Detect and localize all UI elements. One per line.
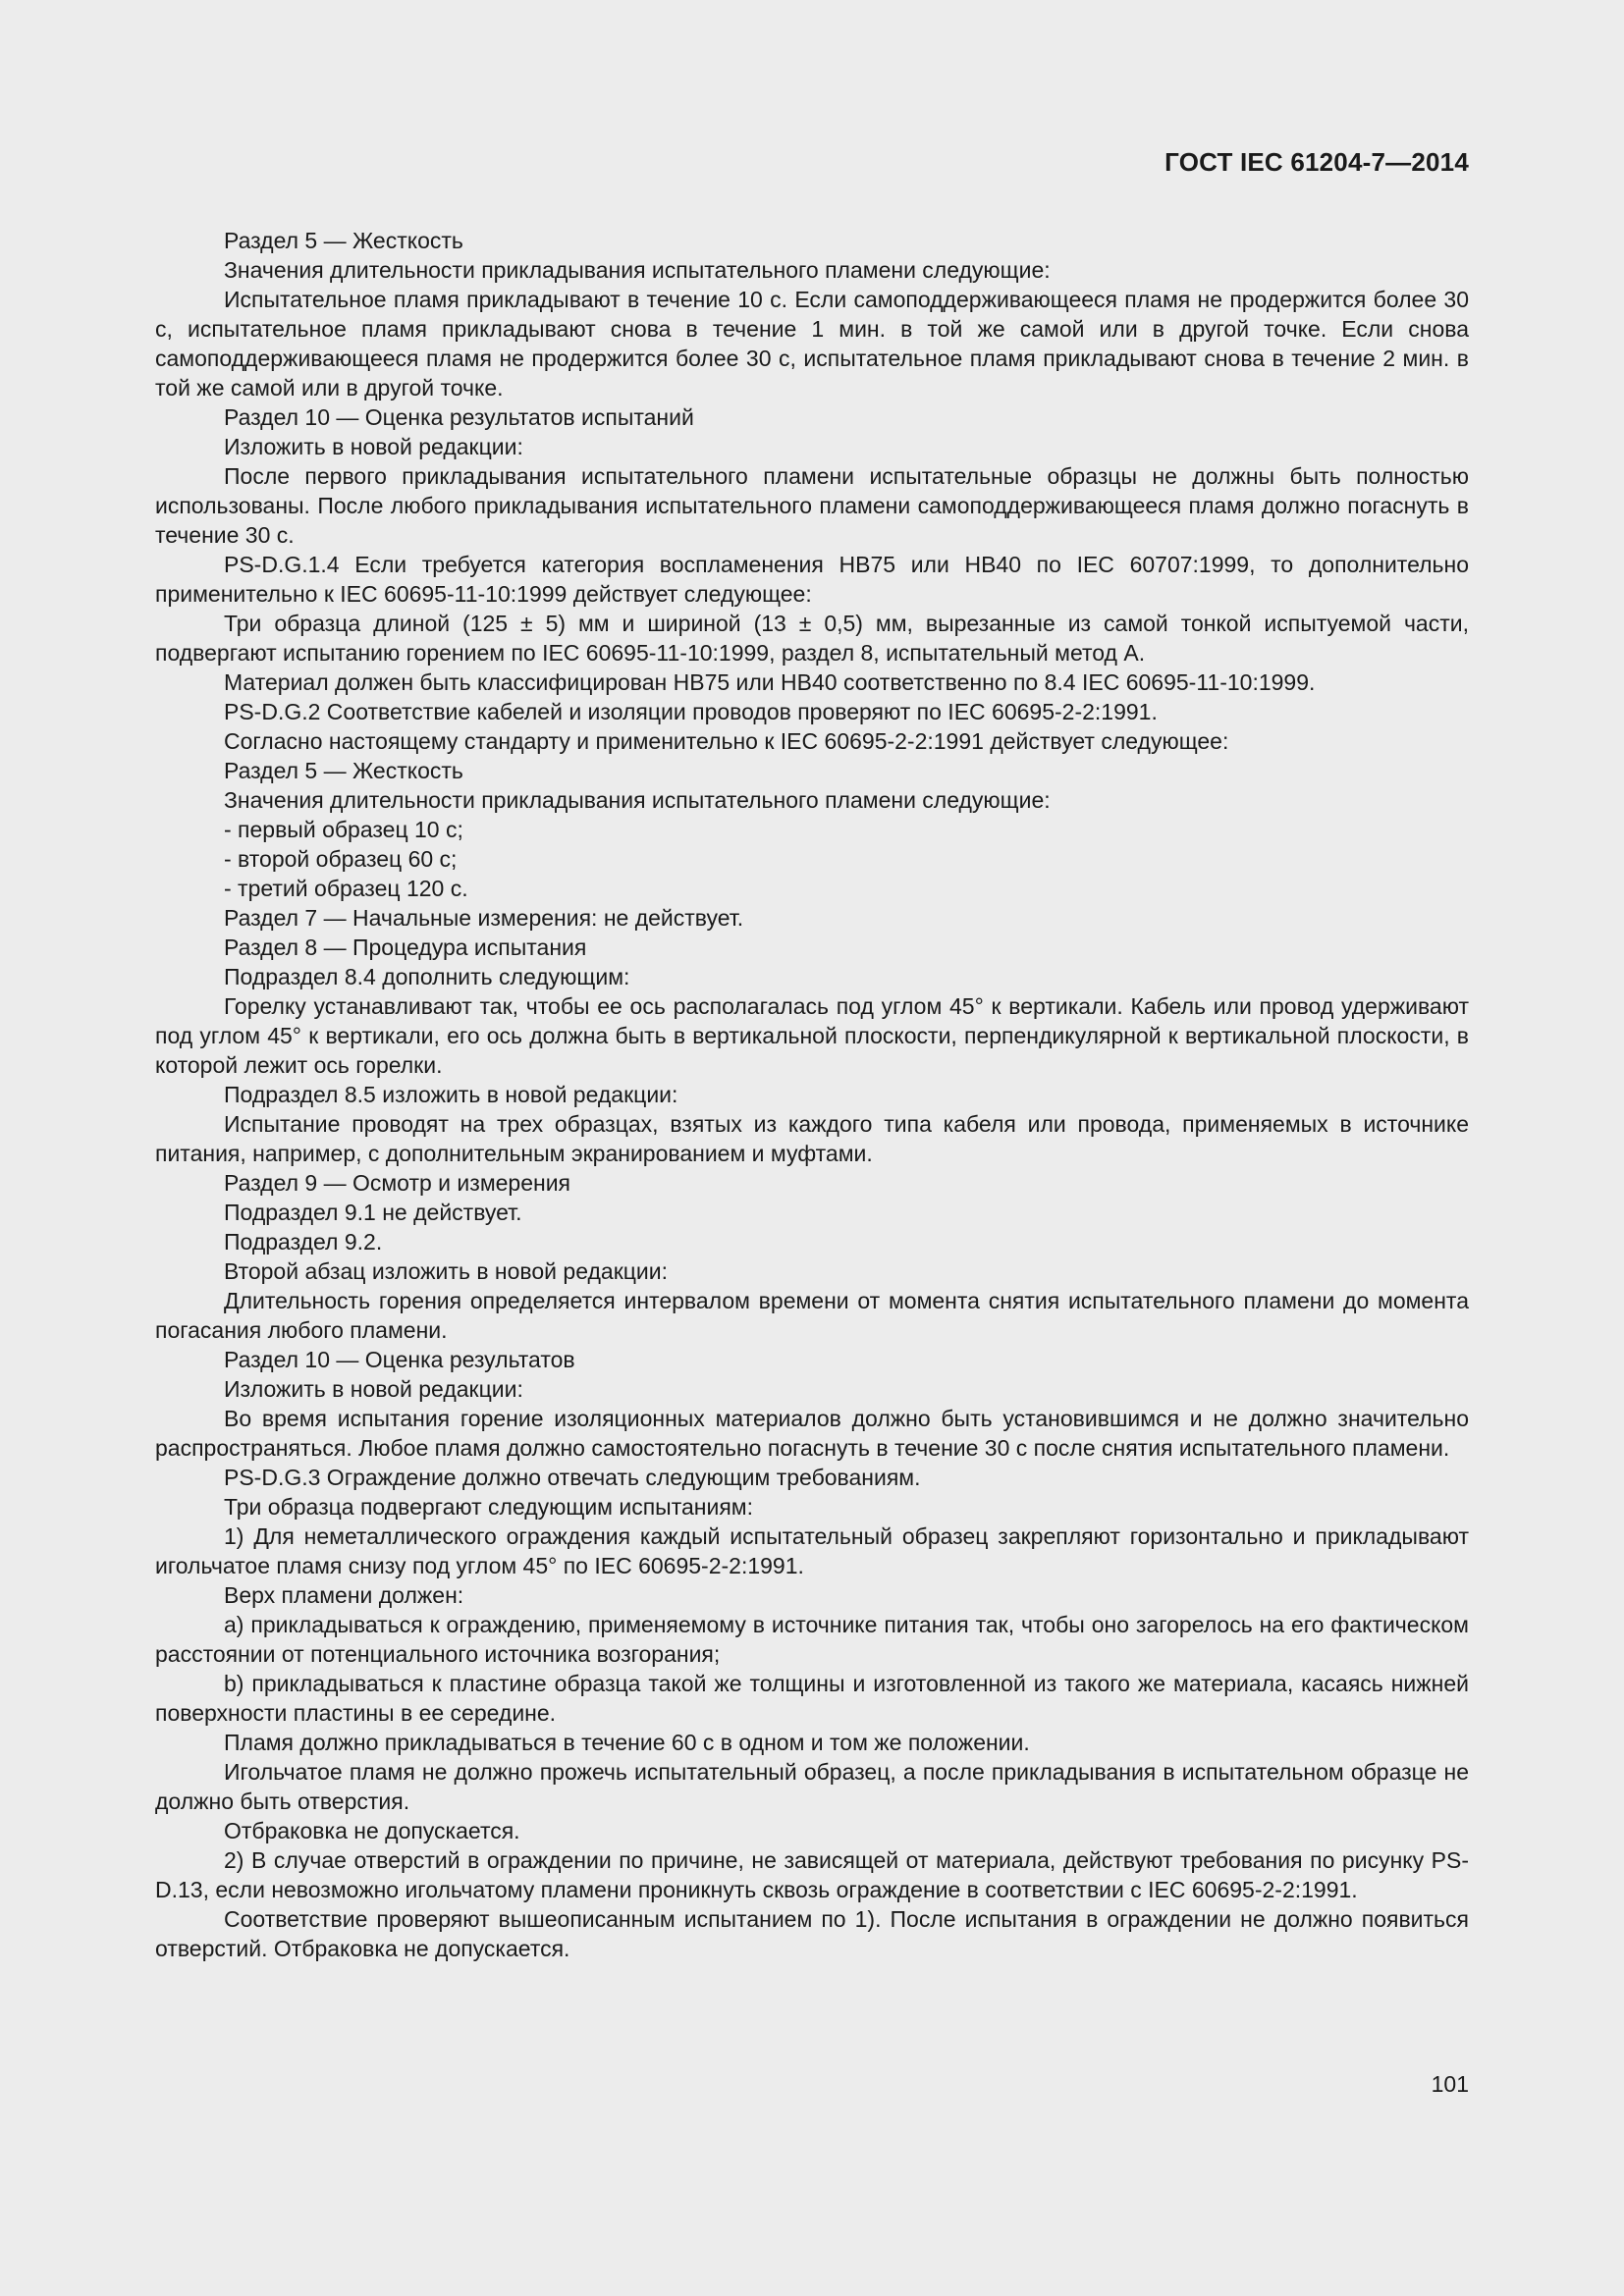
paragraph: Подраздел 8.5 изложить в новой редакции:	[224, 1082, 678, 1107]
paragraph: Три образца длиной (125 ± 5) мм и шириной (13 ± 0,5) мм, вырезанные из самой тонкой испытуемой части, подвергают испытанию горением по IEC 60695-11-10:1999, раздел 8, испытательный метод А.	[155, 611, 1469, 666]
paragraph: а) прикладываться к ограждению, применяемому в источнике питания так, чтобы оно загорелось на его фактическом расстоянии от потенциального источника возгорания;	[155, 1612, 1469, 1667]
paragraph: Верх пламени должен:	[224, 1582, 464, 1608]
paragraph: Второй абзац изложить в новой редакции:	[224, 1258, 669, 1284]
paragraph: Испытание проводят на трех образцах, взятых из каждого типа кабеля или провода, применяемых в источнике питания, например, с дополнительным экранированием и муфтами.	[155, 1111, 1469, 1166]
paragraph: Подраздел 9.2.	[224, 1229, 383, 1255]
paragraph: Испытательное пламя прикладывают в течение 10 с. Если самоподдерживающееся пламя не продержится более 30 с, испытательное пламя прикладывают снова в течение 1 мин. в той же самой или в другой точке. Если снова самоподдерживающееся пламя не продержится более 30 с, испытательное пламя прикладывают снова в течение 2 мин. в той же самой или в другой точке.	[155, 287, 1469, 400]
paragraph: Пламя должно прикладываться в течение 60 с в одном и том же положении.	[224, 1730, 1030, 1755]
paragraph: 1) Для неметаллического ограждения каждый испытательный образец закрепляют горизонтально и прикладывают игольчатое пламя снизу под углом 45° по IEC 60695-2-2:1991.	[155, 1523, 1469, 1578]
paragraph: Соответствие проверяют вышеописанным испытанием по 1). После испытания в ограждении не должно появиться отверстий. Отбраковка не допускается.	[155, 1906, 1469, 1961]
paragraph: Раздел 10 — Оценка результатов испытаний	[224, 404, 694, 430]
paragraph: Горелку устанавливают так, чтобы ее ось располагалась под углом 45° к вертикали. Кабель или провод удерживают под углом 45° к вертикали, его ось должна быть в вертикальной плоскости, перпендикулярной к вертикальной плоскости, в которой лежит ось горелки.	[155, 993, 1469, 1078]
paragraph: Подраздел 8.4 дополнить следующим:	[224, 964, 630, 989]
paragraph: Во время испытания горение изоляционных материалов должно быть установившимся и не должно значительно распространяться. Любое пламя должно самостоятельно погаснуть в течение 30 с после снятия испытательного пламени.	[155, 1406, 1469, 1461]
list-item: - первый образец 10 с;	[224, 817, 463, 842]
paragraph: Игольчатое пламя не должно прожечь испытательный образец, а после прикладывания в испытательном образце не должно быть отверстия.	[155, 1759, 1469, 1814]
paragraph: Значения длительности прикладывания испытательного пламени следующие:	[224, 787, 1051, 813]
paragraph: Изложить в новой редакции:	[224, 1376, 523, 1402]
paragraph: Подраздел 9.1 не действует.	[224, 1200, 522, 1225]
paragraph: Три образца подвергают следующим испытаниям:	[224, 1494, 753, 1520]
paragraph: Раздел 5 — Жесткость	[224, 758, 463, 783]
page-number: 101	[1431, 2071, 1469, 2097]
paragraph: PS-D.G.3 Ограждение должно отвечать следующим требованиям.	[224, 1465, 921, 1490]
paragraph: Раздел 8 — Процедура испытания	[224, 934, 587, 960]
paragraph: Материал должен быть классифицирован НВ75 или НВ40 соответственно по 8.4 IEC 60695-11-10:1999.	[224, 669, 1316, 695]
paragraph: Раздел 5 — Жесткость	[224, 228, 463, 253]
paragraph: Раздел 10 — Оценка результатов	[224, 1347, 575, 1372]
paragraph: Отбраковка не допускается.	[224, 1818, 520, 1843]
list-item: - третий образец 120 с.	[224, 876, 468, 901]
paragraph: Длительность горения определяется интервалом времени от момента снятия испытательного пламени до момента погасания любого пламени.	[155, 1288, 1469, 1343]
paragraph: Раздел 9 — Осмотр и измерения	[224, 1170, 571, 1196]
paragraph: Изложить в новой редакции:	[224, 434, 523, 459]
list-item: - второй образец 60 с;	[224, 846, 458, 872]
paragraph: После первого прикладывания испытательного пламени испытательные образцы не должны быть полностью использованы. После любого прикладывания испытательного пламени самоподдерживающееся пламя должно погаснуть в течение 30 с.	[155, 463, 1469, 548]
paragraph: Согласно настоящему стандарту и применительно к IEC 60695-2-2:1991 действует следующее:	[224, 728, 1229, 754]
document-body	[155, 226, 1469, 1963]
document-header: ГОСТ IEC 61204-7—2014	[1164, 147, 1469, 177]
paragraph: PS-D.G.2 Соответствие кабелей и изоляции проводов проверяют по IEC 60695-2-2:1991.	[224, 699, 1158, 724]
paragraph: PS-D.G.1.4 Если требуется категория воспламенения НВ75 или НВ40 по IEC 60707:1999, то дополнительно применительно к IEC 60695-11-10:1999 действует следующее:	[155, 552, 1469, 607]
paragraph: b) прикладываться к пластине образца такой же толщины и изготовленной из такого же материала, касаясь нижней поверхности пластины в ее середине.	[155, 1671, 1469, 1726]
paragraph: Значения длительности прикладывания испытательного пламени следующие:	[224, 257, 1051, 283]
paragraph: Раздел 7 — Начальные измерения: не действует.	[224, 905, 744, 931]
paragraph: 2) В случае отверстий в ограждении по причине, не зависящей от материала, действуют требования по рисунку PS-D.13, если невозможно игольчатому пламени проникнуть сквозь ограждение в соответствии с IEC 60695-2-2:1991.	[155, 1847, 1469, 1902]
